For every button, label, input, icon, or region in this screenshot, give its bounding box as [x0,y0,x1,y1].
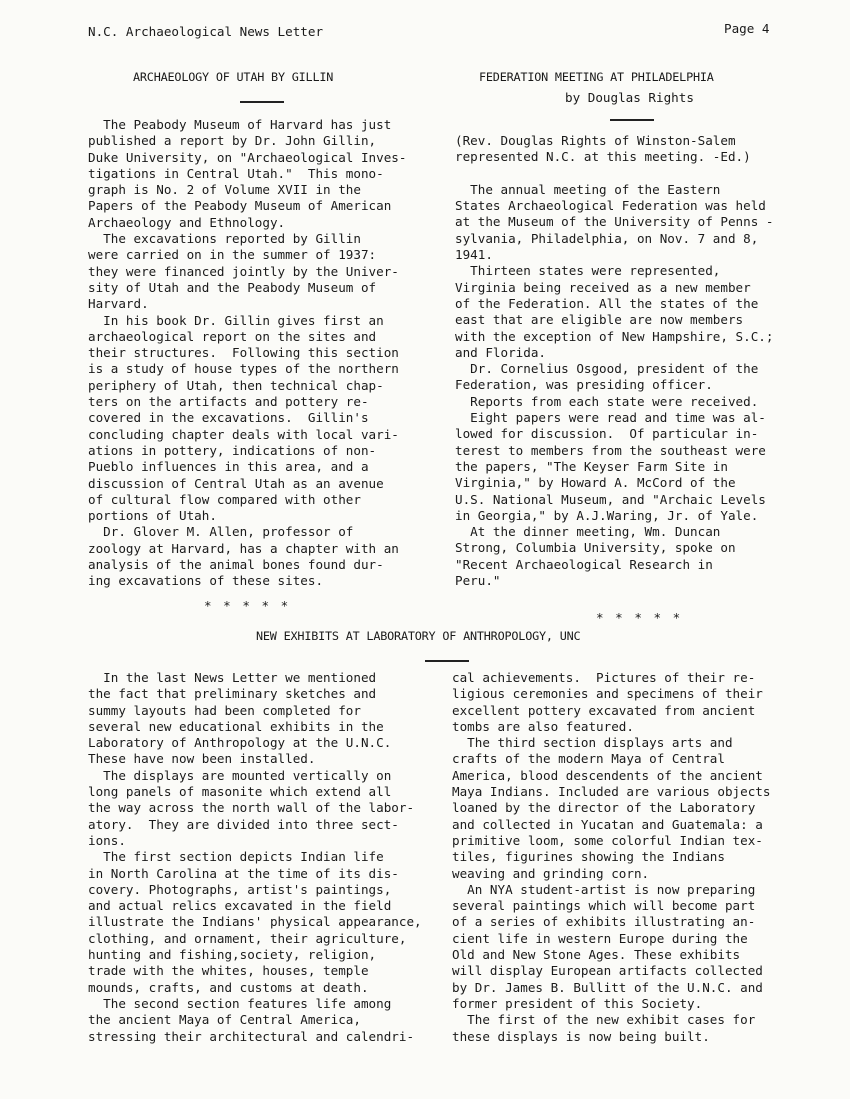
text-line: In the last News Letter we mentioned [88,670,377,685]
text-line: ligious ceremonies and specimens of their [452,686,763,702]
text-line: Pueblo influences in this area, and a [88,459,369,475]
text-line: Reports from each state were received. [455,393,759,409]
article-body-federation [455,133,773,589]
newsletter-header-title: N.C. Archaeological News Letter [88,24,324,39]
text-line: Federation, was presiding officer. [455,377,713,393]
text-line: of the Federation. All the states of the [455,295,759,311]
article-body-utah [88,117,406,590]
title-underline [610,119,654,121]
text-line: they were financed jointly by the Univer- [88,263,399,279]
text-line: covery. Photographs, artist's paintings, [88,881,392,897]
text-line: and Florida. [455,344,546,360]
text-line: zoology at Harvard, has a chapter with an [88,540,399,556]
article-body-exhibits-left [88,670,422,1045]
text-line: An NYA student-artist is now preparing [452,881,756,897]
text-line: The first of the new exhibit cases for [452,1012,756,1028]
text-line: in Georgia," by A.J.Waring, Jr. of Yale. [455,507,759,523]
text-line: hunting and fishing,society, religion, [88,947,377,963]
text-line: Dr. Cornelius Osgood, president of the [455,361,759,377]
text-line: Duke University, on "Archaeological Inves- [88,149,407,165]
text-line: atory. They are divided into three sect- [88,816,399,832]
text-line: These have now been installed. [88,751,316,767]
article-title-utah: ARCHAEOLOGY OF UTAH BY GILLIN [133,70,334,84]
text-line: Thirteen states were represented, [455,263,721,279]
text-line: Peru." [455,573,501,589]
article-byline: by Douglas Rights [565,90,694,105]
text-line: ations in pottery, indications of non- [88,442,377,458]
text-line: Strong, Columbia University, spoke on [455,540,736,556]
text-line: will display European artifacts collected [452,963,763,979]
text-line: stressing their architectural and calendri- [88,1028,415,1044]
text-line: (Rev. Douglas Rights of Winston-Salem [455,133,736,148]
text-line: former president of this Society. [452,995,703,1011]
text-line: Eight papers were read and time was al- [455,410,766,426]
title-underline [240,101,284,103]
text-line: The third section displays arts and [452,735,733,751]
text-line: At the dinner meeting, Wm. Duncan [455,524,721,540]
text-line: ions. [88,832,126,848]
text-line: In his book Dr. Gillin gives first an [88,312,384,328]
text-line: their structures. Following this section [88,345,399,361]
title-underline [425,660,469,662]
text-line: sylvania, Philadelphia, on Nov. 7 and 8, [455,230,759,246]
text-line: clothing, and ornament, their agriculture, [88,930,407,946]
text-line: several paintings which will become part [452,898,756,914]
text-line: U.S. National Museum, and "Archaic Levels [455,491,766,507]
text-line: illustrate the Indians' physical appearance, [88,914,422,930]
text-line: trade with the whites, houses, temple [88,963,369,979]
text-line: lowed for discussion. Of particular in- [455,426,759,442]
text-line: tiles, figurines showing the Indians [452,849,725,865]
article-title-federation: FEDERATION MEETING AT PHILADELPHIA [479,70,714,84]
text-line: mounds, crafts, and customs at death. [88,979,369,995]
text-line: sity of Utah and the Peabody Museum of [88,279,377,295]
text-line: The displays are mounted vertically on [88,767,392,783]
text-line: The excavations reported by Gillin [88,231,361,247]
text-line: Old and New Stone Ages. These exhibits [452,947,741,963]
text-line: Papers of the Peabody Museum of American [88,198,392,214]
text-line: with the exception of New Hampshire, S.C.; [455,328,774,344]
text-line: primitive loom, some colorful Indian tex- [452,832,763,848]
text-line: several new educational exhibits in the [88,718,384,734]
text-line: covered in the excavations. Gillin's [88,410,369,426]
text-line: represented N.C. at this meeting. -Ed.) [455,149,751,165]
text-line: Virginia," by Howard A. McCord of the [455,475,736,491]
text-line: cient life in western Europe during the [452,930,748,946]
text-line: "Recent Archaeological Research in [455,556,713,572]
text-line: The annual meeting of the Eastern [455,181,721,197]
text-line: analysis of the animal bones found dur- [88,557,384,573]
text-line: of a series of exhibits illustrating an- [452,914,756,930]
text-line: concluding chapter deals with local vari- [88,426,399,442]
text-line: the papers, "The Keyser Farm Site in [455,458,728,474]
text-line: summy layouts had been completed for [88,702,361,718]
text-line: tigations in Central Utah." This mono- [88,165,384,181]
text-line: Maya Indians. Included are various objects [452,784,771,800]
article-body-exhibits-right [452,670,770,1045]
text-line: cal achievements. Pictures of their re- [452,670,756,685]
text-line: The first section depicts Indian life [88,849,384,865]
text-line: States Archaeological Federation was held [455,198,766,214]
text-line: and collected in Yucatan and Guatemala: a [452,816,763,832]
text-line: discussion of Central Utah as an avenue [88,475,384,491]
text-line: Laboratory of Anthropology at the U.N.C. [88,735,392,751]
text-line: is a study of house types of the northern [88,361,399,377]
text-line: of cultural flow compared with other [88,491,361,507]
text-line: tombs are also featured. [452,718,634,734]
text-line: excellent pottery excavated from ancient [452,702,756,718]
text-line: and actual relics excavated in the field [88,898,392,914]
text-line: weaving and grinding corn. [452,865,650,881]
text-line: loaned by the director of the Laboratory [452,800,756,816]
text-line: the fact that preliminary sketches and [88,686,377,702]
text-line: 1941. [455,247,493,263]
text-line: in North Carolina at the time of its dis- [88,865,399,881]
text-line: The Peabody Museum of Harvard has just [88,117,392,132]
text-line: published a report by Dr. John Gillin, [88,133,377,149]
text-line: ing excavations of these sites. [88,573,324,589]
text-line: terest to members from the southeast were [455,442,766,458]
text-line: were carried on in the summer of 1937: [88,247,377,263]
text-line: crafts of the modern Maya of Central [452,751,725,767]
text-line: portions of Utah. [88,508,217,524]
text-line: long panels of masonite which extend all [88,784,392,800]
text-line: America, blood descendents of the ancient [452,767,763,783]
text-line: graph is No. 2 of Volume XVII in the [88,182,361,198]
text-line: the ancient Maya of Central America, [88,1012,361,1028]
text-line: by Dr. James B. Bullitt of the U.N.C. and [452,979,763,995]
text-line: the way across the north wall of the labor- [88,800,415,816]
text-line: periphery of Utah, then technical chap- [88,377,384,393]
page-number: Page 4 [724,21,770,36]
text-line: these displays is now being built. [452,1028,710,1044]
text-line: Dr. Glover M. Allen, professor of [88,524,354,540]
text-line: ters on the artifacts and pottery re- [88,394,369,410]
article-title-exhibits: NEW EXHIBITS AT LABORATORY OF ANTHROPOLOGY, UNC [256,629,581,643]
text-line: The second section features life among [88,995,392,1011]
text-line [455,166,773,182]
text-line: Archaeology and Ethnology. [88,214,286,230]
text-line: Virginia being received as a new member [455,279,751,295]
text-line: east that are eligible are now members [455,312,744,328]
text-line: archaeological report on the sites and [88,328,377,344]
text-line: Harvard. [88,296,149,312]
section-separator-stars: * * * * * [204,598,291,613]
text-line: at the Museum of the University of Penns - [455,214,774,230]
section-separator-stars: * * * * * [596,610,683,625]
